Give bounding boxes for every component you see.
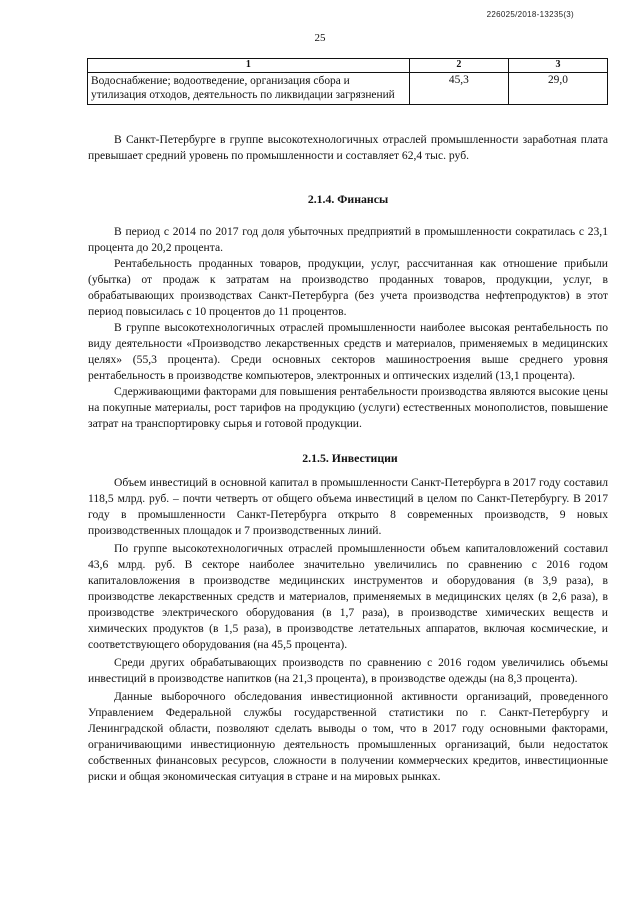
column-header-3: 3 — [508, 59, 607, 73]
finance-paragraph-3: В группе высокотехнологичных отраслей промышленности наиболее высокая рентабельность по виду деятельности «Производство лекарственных средств и материалов, применяемых в медицинских целях» (55,3 процента). Среди основных секторов машиностроения выше среднего уровня рентабельность в производстве компьютеров, электронных и оптических изделий (13,1 процента). — [88, 321, 608, 382]
row-value-col3: 29,0 — [508, 73, 607, 105]
finance-paragraph-2: Рентабельность проданных товаров, продукции, услуг, рассчитанная как отношение прибыли (убытка) от продаж к затратам на производство проданных товаров, продукции, услуг, в обрабатывающих производствах Санкт-Петербурга (без учета производства нефтепродуктов) в этот период повысилась с 10 процентов до 11 процентов. — [88, 257, 608, 318]
finance-paragraph-1: В период с 2014 по 2017 год доля убыточных предприятий в промышленности сократилась с 23,1 процента до 20,2 процента. — [88, 225, 608, 254]
intro-paragraph: В Санкт-Петербурге в группе высокотехнологичных отраслей промышленности заработная плата превышает средний уровень по промышленности и составляет 62,4 тыс. руб. — [88, 133, 608, 162]
table-row — [88, 73, 608, 105]
data-table — [87, 58, 608, 105]
intro-section — [88, 132, 608, 164]
finance-paragraph-4: Сдерживающими факторами для повышения рентабельности производства являются высокие цены на покупные материалы, рост тарифов на продукцию (услуги) естественных монополистов, повышение затрат на транспортировку сырья и готовой продукции. — [88, 385, 608, 430]
page-number: 25 — [314, 32, 326, 44]
investment-section — [88, 475, 608, 787]
column-header-1: 1 — [88, 59, 410, 73]
investment-heading: 2.1.5. Инвестиции — [302, 451, 398, 465]
investment-paragraph-4: Данные выборочного обследования инвестиционной активности организаций, проведенного Управлением Федеральной службы государственной статистики по г. Санкт-Петербургу и Ленинградской области, позволяют сделать выводы о том, что в 2017 году основными факторами, ограничивающими инвестиционную деятельность промышленных организаций, были недостаток собственных финансовых ресурсов, сложности в получении коммерческих кредитов, инвестиционные риски и общая экономическая ситуация в стране и на мировых рынках. — [88, 690, 608, 783]
row-name-cell: Водоснабжение; водоотведение, организация сбора и утилизация отходов, деятельность по ликвидации загрязнений — [88, 73, 410, 105]
investment-paragraph-3: Среди других обрабатывающих производств по сравнению с 2016 годом увеличились объемы инвестиций в производстве напитков (на 21,3 процента), в производстве одежды (на 8,3 процента). — [88, 656, 608, 685]
document-id: 226025/2018-13235(3) — [486, 10, 574, 19]
finance-section — [88, 224, 608, 432]
investment-paragraph-2: По группе высокотехнологичных отраслей промышленности объем капиталовложений составил 43,6 млрд. руб. В секторе наиболее значительно увеличились по сравнению с 2016 годом капиталовложения в производстве медицинских инструментов и оборудования (в 3,9 раза), в производстве лекарственных средств и материалов, применяемых в медицинских целях (в 2,6 раза), в производстве электрического оборудования (в 1,7 раза), в производстве химических веществ и химических продуктов (в 1,5 раза), в производстве летательных аппаратов, включая космические, и соответствующего оборудования (на 45,5 процента). — [88, 542, 608, 651]
column-header-2: 2 — [409, 59, 508, 73]
investment-paragraph-1: Объем инвестиций в основной капитал в промышленности Санкт-Петербурга в 2017 году составил 118,5 млрд. руб. – почти четверть от общего объема инвестиций в целом по Санкт-Петербургу. В 2017 году в промышленности Санкт-Петербурга открыто 8 современных производств, 9 новых производственных площадок и 7 производственных линий. — [88, 476, 608, 537]
table-header-row — [88, 59, 608, 73]
row-value-col2: 45,3 — [409, 73, 508, 105]
finance-heading: 2.1.4. Финансы — [307, 192, 389, 206]
